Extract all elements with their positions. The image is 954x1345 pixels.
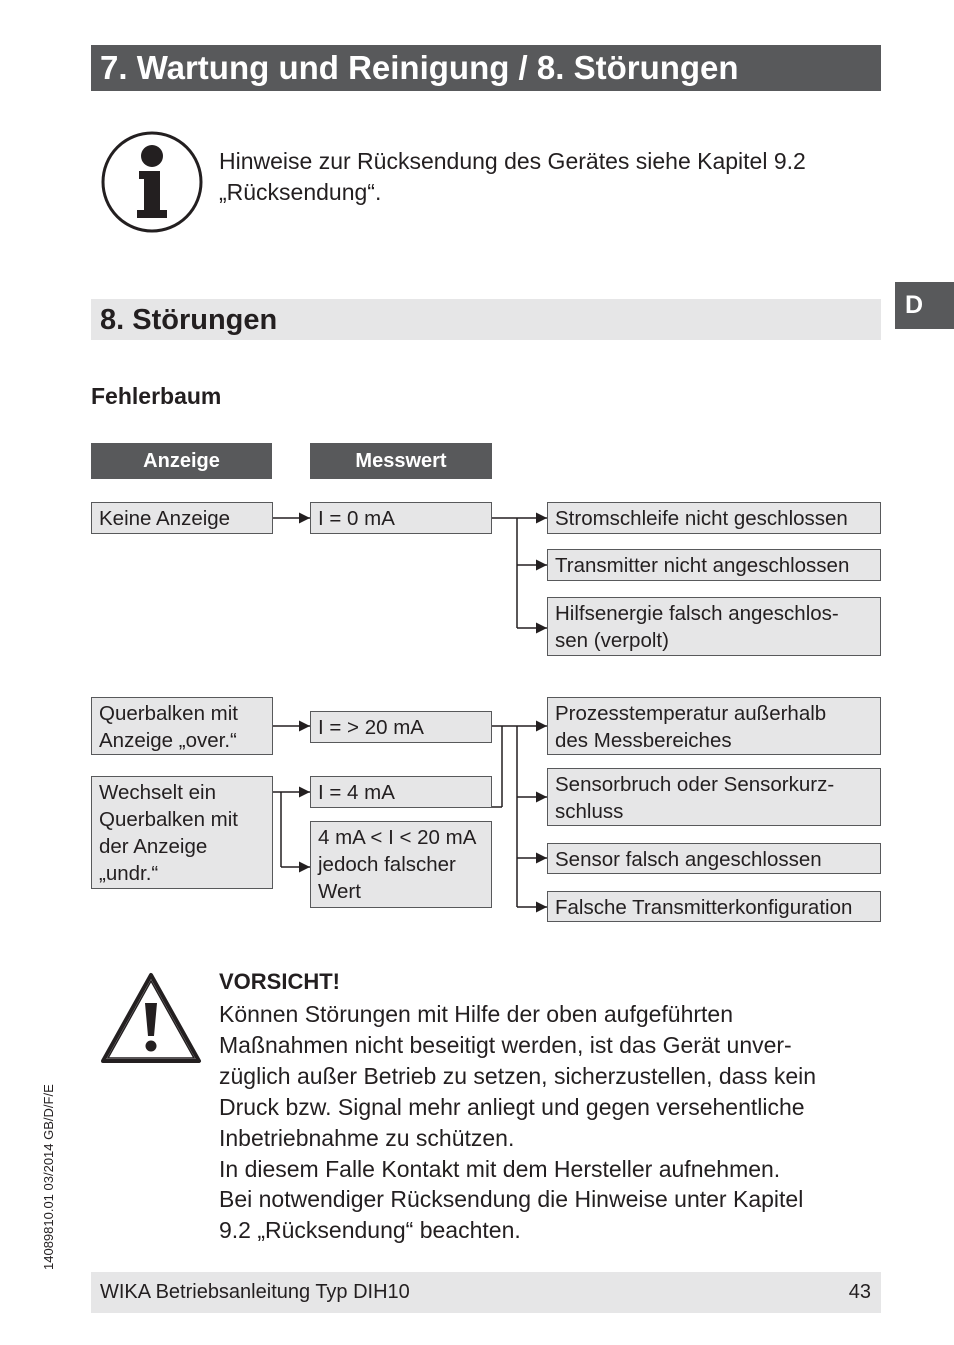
measure-box: I = 0 mA: [310, 502, 492, 534]
fault-tree-title: Fehlerbaum: [91, 383, 222, 409]
caution-line: Druck bzw. Signal mehr anliegt und gegen versehentliche: [219, 1093, 805, 1120]
display-box: Keine Anzeige: [91, 502, 273, 534]
chapter-title: 7. Wartung und Reinigung / 8. Störungen: [91, 45, 881, 91]
cause-box: Sensor falsch angeschlossen: [547, 843, 881, 874]
language-tab: D: [895, 282, 954, 329]
cause-box: Transmitter nicht angeschlossen: [547, 549, 881, 581]
caution-line: Inbetriebnahme zu schützen.: [219, 1124, 515, 1151]
cause-box: Falsche Transmitterkonfiguration: [547, 891, 881, 922]
measure-box: I = 4 mA: [310, 776, 492, 808]
measure-box: 4 mA < I < 20 mA jedoch falscher Wert: [310, 821, 492, 908]
footer-text: WIKA Betriebsanleitung Typ DIH10: [100, 1281, 410, 1303]
caution-line: 9.2 „Rücksendung“ beachten.: [219, 1217, 521, 1244]
cause-box: Hilfsenergie falsch angeschlos- sen (verpolt): [547, 597, 881, 656]
caution-line: züglich außer Betrieb zu setzen, sicherzustellen, dass kein: [219, 1062, 817, 1089]
caution-line: Bei notwendiger Rücksendung die Hinweise unter Kapitel: [219, 1186, 804, 1213]
info-note-text: Hinweise zur Rücksendung des Gerätes siehe Kapitel 9.2 „Rücksendung“.: [219, 148, 806, 205]
column-header-measure: Messwert: [310, 443, 492, 479]
measure-box: I = > 20 mA: [310, 711, 492, 743]
cause-box: Prozesstemperatur außerhalb des Messbereiches: [547, 697, 881, 755]
caution-line: Maßnahmen nicht beseitigt werden, ist das Gerät unver-: [219, 1031, 792, 1058]
cause-box: Stromschleife nicht geschlossen: [547, 502, 881, 534]
display-box: Wechselt ein Querbalken mit der Anzeige „undr.“: [91, 776, 273, 889]
column-header-display: Anzeige: [91, 443, 272, 479]
caution-text: [219, 999, 889, 1246]
caution-line: Können Störungen mit Hilfe der oben aufgeführten: [219, 1001, 734, 1027]
document-code: 14089810.01 03/2014 GB/D/F/E: [41, 1084, 56, 1270]
warning-triangle-icon: [100, 972, 202, 1064]
caution-title: VORSICHT!: [219, 969, 340, 994]
page-footer: [91, 1272, 881, 1313]
section-title: 8. Störungen: [91, 299, 881, 340]
caution-line: In diesem Falle Kontakt mit dem Hersteller aufnehmen.: [219, 1155, 781, 1182]
cause-box: Sensorbruch oder Sensorkurz- schluss: [547, 768, 881, 826]
page-number: 43: [848, 1281, 871, 1303]
display-box: Querbalken mit Anzeige „over.“: [91, 697, 273, 755]
